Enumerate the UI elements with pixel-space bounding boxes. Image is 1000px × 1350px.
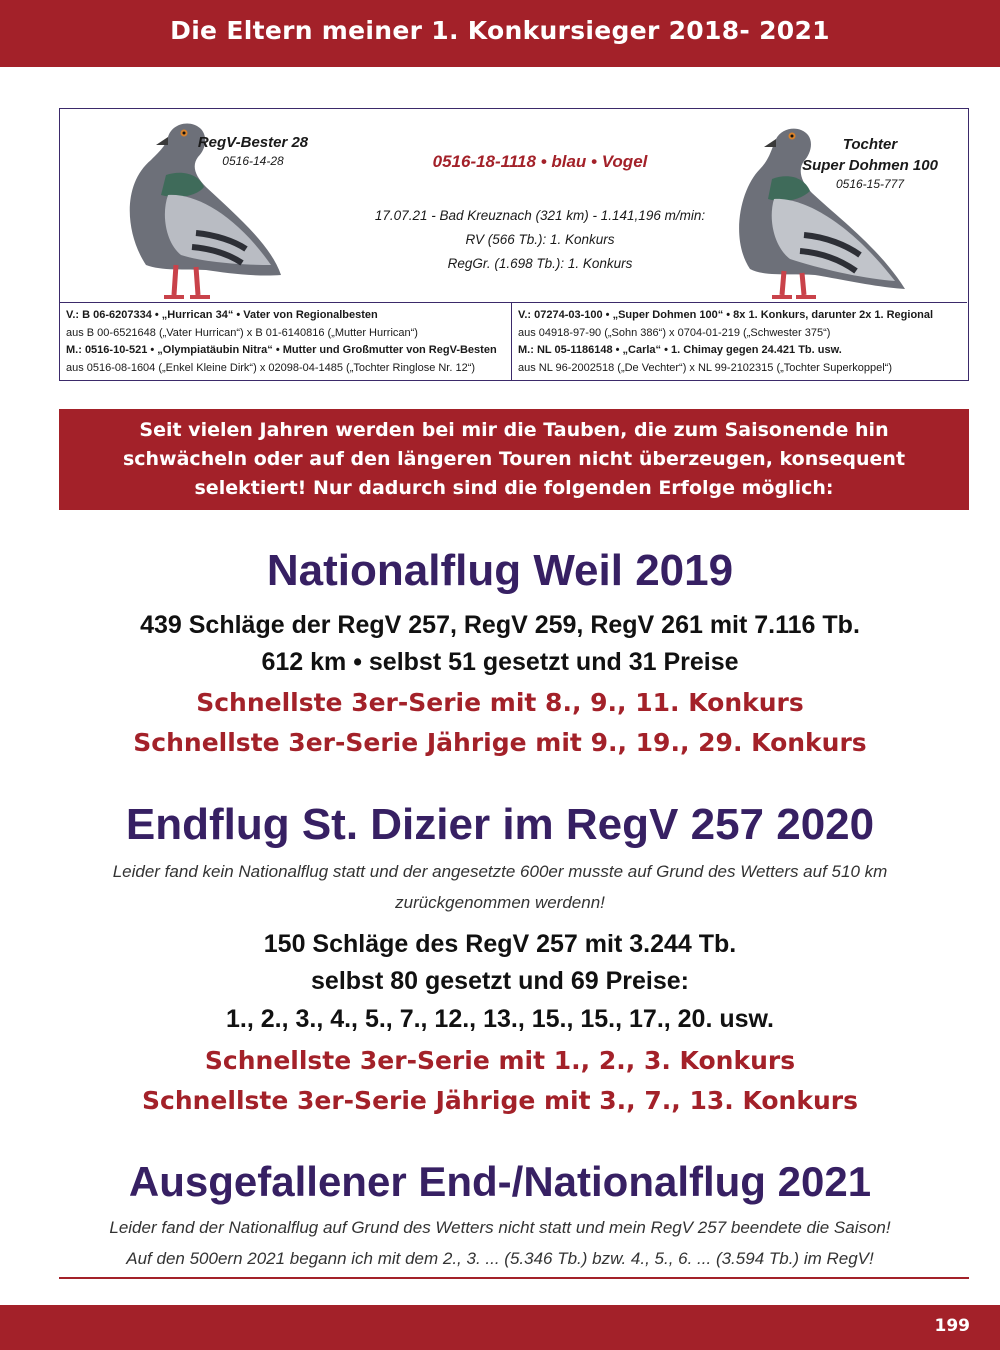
selection-banner <box>59 409 969 510</box>
dam-ring: 0516-15-777 <box>835 177 905 191</box>
pedigree-line: M.: 0516-10-521 • „Olympiatäubin Nitra“ • Mutter und Großmutter von RegV-Besten <box>66 344 497 356</box>
pedigree-dam-column <box>512 303 967 381</box>
section2-highlight: Schnellste 3er-Serie mit 1., 2., 3. Konkurs <box>204 1046 796 1075</box>
section1-highlight: Schnellste 3er-Serie mit 8., 9., 11. Konkurs <box>196 688 804 717</box>
pedigree-line: aus NL 96-2002518 („De Vechter“) x NL 99-2102315 („Tochter Superkoppel“) <box>518 361 892 374</box>
banner-line: Seit vielen Jahren werden bei mir die Tauben, die zum Saisonende hin <box>139 419 889 441</box>
section2-note <box>40 856 960 918</box>
section1-highlight: Schnellste 3er-Serie Jährige mit 9., 19., 29. Konkurs <box>133 728 867 757</box>
section-title-nationalflug-2019: Nationalflug Weil 2019 <box>266 546 734 595</box>
section2-line: selbst 80 gesetzt und 69 Preise: <box>311 967 689 995</box>
sire-ring: 0516-14-28 <box>222 154 284 168</box>
section1-line: 439 Schläge der RegV 257, RegV 259, RegV 261 mit 7.116 Tb. <box>140 611 860 639</box>
winner-result-line: 17.07.21 - Bad Kreuznach (321 km) - 1.141,196 m/min: <box>374 208 706 223</box>
pedigree-line: V.: B 06-6207334 • „Hurrican 34“ • Vater von Regionalbesten <box>66 309 378 321</box>
winner-ring: 0516-18-1118 • blau • Vogel <box>432 152 648 171</box>
dam-name-line1: Tochter <box>842 136 898 153</box>
dam-name-line2: Super Dohmen 100 <box>802 157 938 174</box>
banner-line: selektiert! Nur dadurch sind die folgenden Erfolge möglich: <box>194 477 834 499</box>
winner-result-line: RV (566 Tb.): 1. Konkurs <box>465 232 615 247</box>
banner-line: schwächeln oder auf den längeren Touren nicht überzeugen, konsequent <box>122 448 906 470</box>
pedigree-line: aus B 00-6521648 („Vater Hurrican“) x B 01-6140816 („Mutter Hurrican“) <box>66 326 418 339</box>
note-line: Leider fand kein Nationalflug statt und der angesetzte 600er musste auf Grund des Wetters auf 510 km <box>112 862 888 881</box>
pedigree-line: V.: 07274-03-100 • „Super Dohmen 100“ • 8x 1. Konkurs, darunter 2x 1. Regional <box>518 309 934 321</box>
divider-line <box>59 1277 969 1279</box>
note-line: Auf den 500ern 2021 begann ich mit dem 2., 3. ... (5.346 Tb.) bzw. 4., 5., 6. ... (3.594 Tb.) im RegV! <box>126 1249 874 1268</box>
section2-line: 150 Schläge des RegV 257 mit 3.244 Tb. <box>263 930 737 958</box>
pedigree-line: aus 0516-08-1604 („Enkel Kleine Dirk“) x 02098-04-1485 („Tochter Ringlose Nr. 12“) <box>66 361 476 374</box>
section-title-2021: Ausgefallener End-/Nationalflug 2021 <box>128 1158 872 1205</box>
pedigree-sire-column <box>60 303 512 381</box>
footer-bar <box>0 1305 1000 1350</box>
section-title-endflug-2020: Endflug St. Dizier im RegV 257 2020 <box>125 800 875 849</box>
note-line: zurückgenommen werdenn! <box>395 893 605 912</box>
parents-upper <box>60 109 967 302</box>
pedigree-line: aus 04918-97-90 („Sohn 386“) x 0704-01-219 („Schwester 375“) <box>518 326 831 339</box>
banner-text <box>59 409 969 503</box>
page-number: 199 <box>934 1316 970 1336</box>
pedigree-line: M.: NL 05-1186148 • „Carla“ • 1. Chimay gegen 24.421 Tb. usw. <box>518 344 842 356</box>
header-bar <box>0 0 1000 67</box>
section1-line: 612 km • selbst 51 gesetzt und 31 Preise <box>261 648 739 676</box>
note-line: Leider fand der Nationalflug auf Grund des Wetters nicht statt und mein RegV 257 beendete die Saison! <box>109 1218 891 1237</box>
section2-line: 1., 2., 3., 4., 5., 7., 12., 13., 15., 15., 17., 20. usw. <box>225 1005 774 1033</box>
winner-result-line: RegGr. (1.698 Tb.): 1. Konkurs <box>447 256 633 271</box>
parents-box <box>59 108 969 381</box>
section3-note <box>40 1212 960 1274</box>
page-header-title: Die Eltern meiner 1. Konkursieger 2018- 2021 <box>170 16 830 45</box>
dam-pigeon-image <box>700 119 910 309</box>
pedigree-table <box>60 302 967 380</box>
sire-name: RegV-Bester 28 <box>197 134 309 151</box>
section2-highlight: Schnellste 3er-Serie Jährige mit 3., 7., 13. Konkurs <box>142 1086 858 1115</box>
